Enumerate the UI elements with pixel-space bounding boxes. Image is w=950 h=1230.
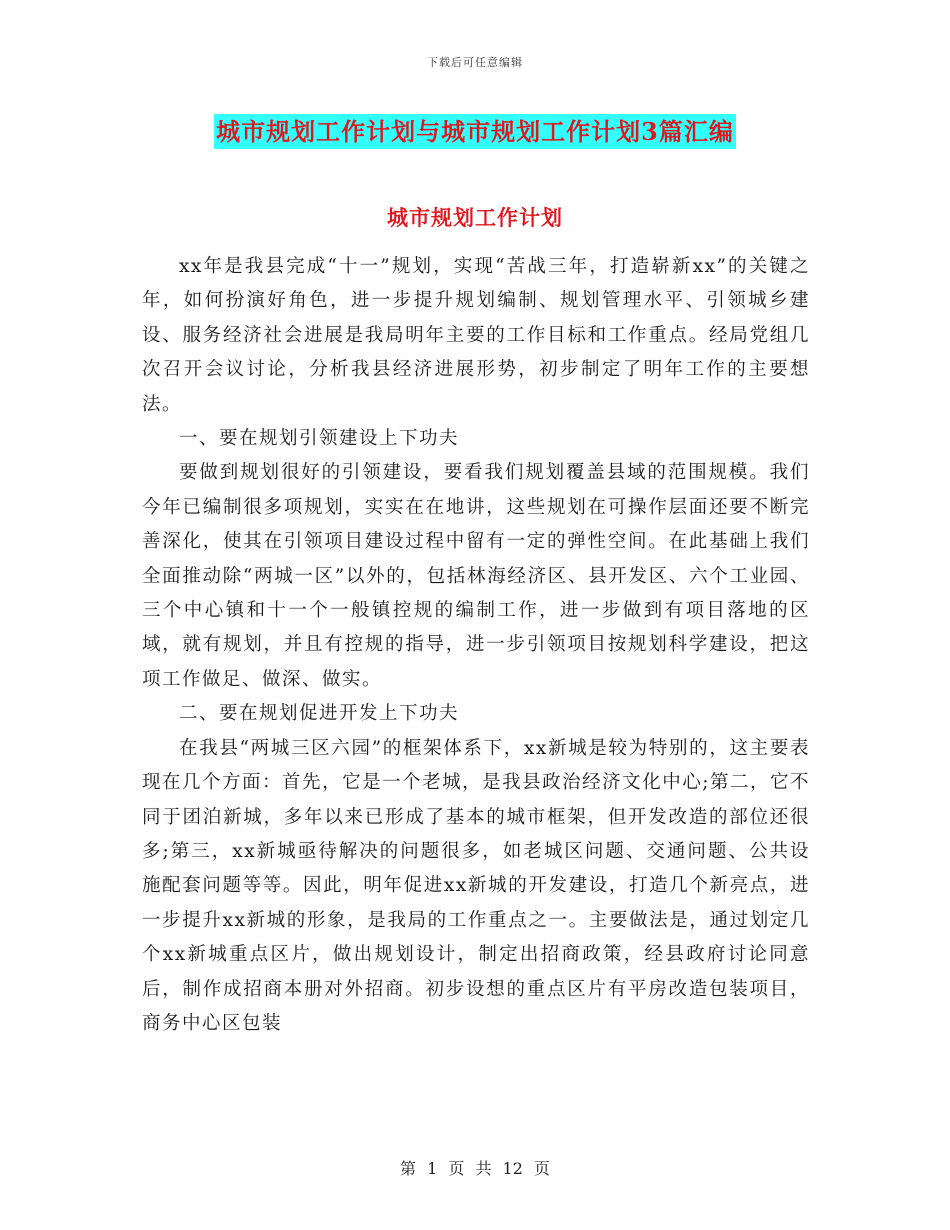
paragraph-heading: 二、要在规划促进开发上下功夫 xyxy=(179,703,460,725)
page-footer: 第 1 页 共 12 页 xyxy=(400,1159,550,1178)
paragraph: 在我县“两城三区六园”的框架体系下，xx新城是较为特别的，这主要表现在几个方面：首先，它是一个老城，是我县政治经济文化中心;第二，它不同于团泊新城，多年以来已形成了基本的城市框架，但开发改造的部位还很多;第三，xx新城亟待解决的问题很多，如老城区问题、交通问题、公共设施配套问题等等。因此，明年促进xx新城的开发建设，打造几个新亮点，进一步提升xx新城的形象，是我局的工作重点之一。主要做法是，通过划定几个xx新城重点区片，做出规划设计，制定出招商政策，经县政府讨论同意后，制作成招商本册对外招商。初步设想的重点区片有平房改造包装项目，商务中心区包装 xyxy=(142,737,810,1034)
document-title xyxy=(0,112,950,147)
header-note: 下载后可任意编辑 xyxy=(427,56,523,69)
paragraph-heading: 一、要在规划引领建设上下功夫 xyxy=(179,428,460,450)
document-title-text: 城市规划工作计划与城市规划工作计划3篇汇编 xyxy=(214,114,736,149)
paragraph: 要做到规划很好的引领建设，要看我们规划覆盖县域的范围规模。我们今年已编制很多项规划，实实在在地讲，这些规划在可操作层面还要不断完善深化，使其在引领项目建设过程中留有一定的弹性空间。在此基础上我们全面推动除“两城一区”以外的，包括林海经济区、县开发区、六个工业园、三个中心镇和十一个一般镇控规的编制工作，进一步做到有项目落地的区域，就有规划，并且有控规的指导，进一步引领项目按规划科学建设，把这项工作做足、做深、做实。 xyxy=(142,462,810,690)
section-title: 城市规划工作计划 xyxy=(387,205,563,230)
paragraph: xx年是我县完成“十一”规划，实现“苦战三年，打造崭新xx”的关键之年，如何扮演好角色，进一步提升规划编制、规划管理水平、引领城乡建设、服务经济社会进展是我局明年主要的工作目标和工作重点。经局党组几次召开会议讨论，分析我县经济进展形势，初步制定了明年工作的主要想法。 xyxy=(142,256,810,415)
document-body xyxy=(142,250,810,1041)
